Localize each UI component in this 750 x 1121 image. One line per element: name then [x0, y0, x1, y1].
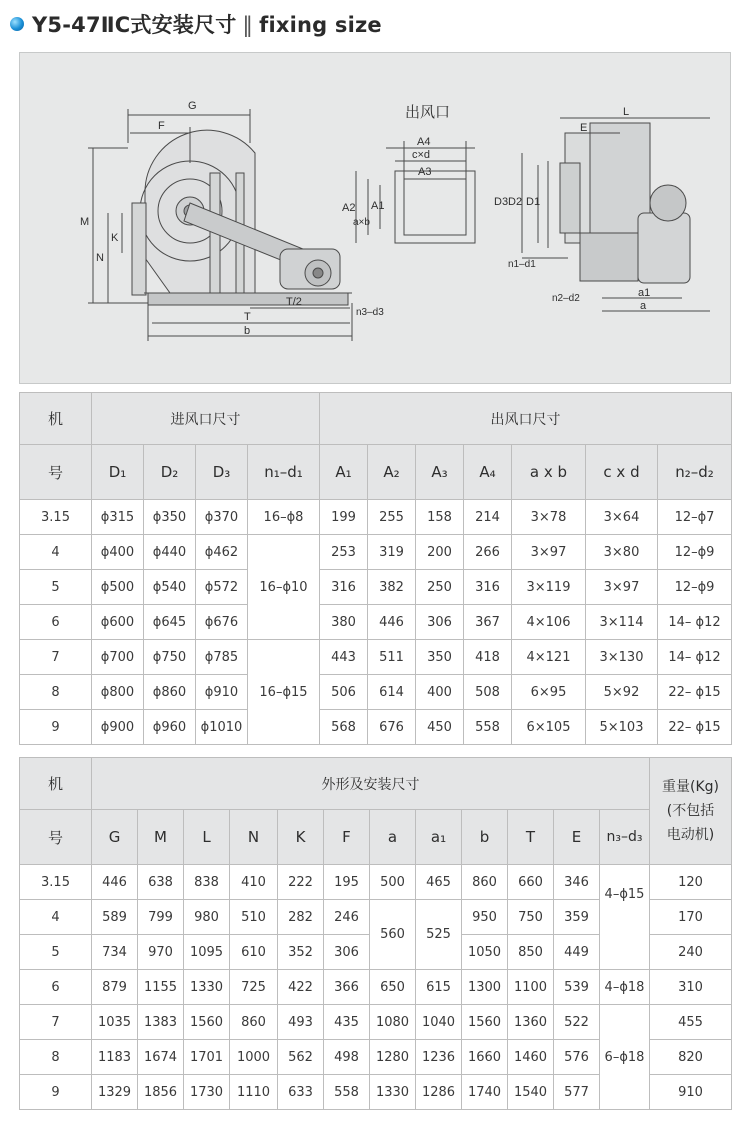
cell: 352 [278, 935, 324, 970]
cell: 282 [278, 900, 324, 935]
cell: 511 [368, 640, 416, 675]
col-header: n₃–d₃ [600, 810, 650, 865]
cell-model-no: 5 [20, 935, 92, 970]
label-a1: a1 [638, 287, 651, 299]
cell: 734 [92, 935, 138, 970]
label-A1: A1 [371, 200, 385, 212]
label-G: G [188, 100, 197, 112]
col-header: G [92, 810, 138, 865]
bullet-icon [10, 17, 24, 31]
cell-n1d1: 16–ϕ8 [248, 500, 320, 535]
cell: 660 [508, 865, 554, 900]
col-header: M [138, 810, 184, 865]
col-header: b [462, 810, 508, 865]
cell: 493 [278, 1005, 324, 1040]
table-row [20, 535, 732, 570]
cell: ϕ860 [144, 675, 196, 710]
col-header: D₃ [196, 445, 248, 500]
table-row [20, 970, 732, 1005]
label-K: K [111, 232, 119, 244]
cell-model-no: 7 [20, 1005, 92, 1040]
cell: 799 [138, 900, 184, 935]
cell: ϕ540 [144, 570, 196, 605]
cell: ϕ910 [196, 675, 248, 710]
cell: 435 [324, 1005, 370, 1040]
table-row [20, 710, 732, 745]
table-row [20, 605, 732, 640]
cell: 562 [278, 1040, 324, 1075]
cell: 750 [508, 900, 554, 935]
cell: 676 [368, 710, 416, 745]
cell: 12–ϕ7 [658, 500, 732, 535]
cell: ϕ750 [144, 640, 196, 675]
cell-model-no: 8 [20, 675, 92, 710]
col-header: D₂ [144, 445, 196, 500]
cell: ϕ700 [92, 640, 144, 675]
cell: 450 [416, 710, 464, 745]
header-outlet-group: 出风口尺寸 [320, 393, 732, 445]
cell: 443 [320, 640, 368, 675]
label-E: E [580, 122, 588, 134]
cell-model-no: 9 [20, 710, 92, 745]
cell: ϕ462 [196, 535, 248, 570]
cell: 1660 [462, 1040, 508, 1075]
cell: 14– ϕ12 [658, 640, 732, 675]
cell: 1100 [508, 970, 554, 1005]
cell: 5×103 [586, 710, 658, 745]
cell-n1d1: 16–ϕ10 [248, 535, 320, 640]
cell: ϕ785 [196, 640, 248, 675]
cell: ϕ500 [92, 570, 144, 605]
cell: 316 [464, 570, 512, 605]
cell: 1360 [508, 1005, 554, 1040]
cell-weight: 820 [650, 1040, 732, 1075]
col-header: a₁ [416, 810, 462, 865]
cell-n3d3: 4–ϕ18 [600, 970, 650, 1005]
label-cxd: c×d [412, 149, 431, 161]
cell: 446 [368, 605, 416, 640]
cell: 610 [230, 935, 278, 970]
cell: 6×105 [512, 710, 586, 745]
cell: 3×80 [586, 535, 658, 570]
col-header: a [370, 810, 416, 865]
label-outlet: 出风口 [405, 104, 451, 121]
label-T-half: T/2 [286, 296, 302, 308]
col-header: T [508, 810, 554, 865]
cell: 382 [368, 570, 416, 605]
drawing-svg [20, 53, 730, 383]
cell: 22– ϕ15 [658, 675, 732, 710]
cell: 200 [416, 535, 464, 570]
cell: 950 [462, 900, 508, 935]
cell: ϕ370 [196, 500, 248, 535]
cell-model-no: 4 [20, 900, 92, 935]
cell: 319 [368, 535, 416, 570]
cell: 1183 [92, 1040, 138, 1075]
label-A2: A2 [342, 202, 356, 214]
cell-weight: 170 [650, 900, 732, 935]
outline-install-table [19, 757, 732, 1110]
header-model-top: 机 [20, 758, 92, 810]
title-english: fixing size [259, 13, 382, 37]
cell: 418 [464, 640, 512, 675]
cell-model-no: 3.15 [20, 865, 92, 900]
cell: 199 [320, 500, 368, 535]
cell: 510 [230, 900, 278, 935]
header-weight [650, 758, 732, 865]
cell-weight: 310 [650, 970, 732, 1005]
label-A3: A3 [418, 166, 432, 178]
cell: 1040 [416, 1005, 462, 1040]
cell: ϕ645 [144, 605, 196, 640]
cell: 366 [324, 970, 370, 1005]
cell: 3×64 [586, 500, 658, 535]
label-A4: A4 [417, 136, 431, 148]
cell: 449 [554, 935, 600, 970]
cell: 1280 [370, 1040, 416, 1075]
cell: 250 [416, 570, 464, 605]
cell: 1460 [508, 1040, 554, 1075]
cell: 500 [370, 865, 416, 900]
cell: 367 [464, 605, 512, 640]
cell: 970 [138, 935, 184, 970]
cell: 3×78 [512, 500, 586, 535]
cell: 879 [92, 970, 138, 1005]
cell: 4×121 [512, 640, 586, 675]
table-row [20, 1005, 732, 1040]
cell: 158 [416, 500, 464, 535]
cell: 498 [324, 1040, 370, 1075]
cell: 1330 [184, 970, 230, 1005]
cell-weight: 120 [650, 865, 732, 900]
cell: 615 [416, 970, 462, 1005]
cell: ϕ400 [92, 535, 144, 570]
cell: 12–ϕ9 [658, 570, 732, 605]
col-header: L [184, 810, 230, 865]
cell: 860 [462, 865, 508, 900]
cell: 860 [230, 1005, 278, 1040]
header-inlet-group: 进风口尺寸 [92, 393, 320, 445]
cell-model-no: 5 [20, 570, 92, 605]
label-b: b [244, 325, 251, 337]
front-view [522, 118, 710, 311]
cell: 6×95 [512, 675, 586, 710]
cell: 246 [324, 900, 370, 935]
cell: ϕ572 [196, 570, 248, 605]
col-header: n₂–d₂ [658, 445, 732, 500]
cell: 350 [416, 640, 464, 675]
cell-model-no: 8 [20, 1040, 92, 1075]
cell: 1383 [138, 1005, 184, 1040]
label-n3d3: n3–d3 [356, 307, 384, 318]
cell: 650 [370, 970, 416, 1005]
cell-n3d3: 4–ϕ15 [600, 865, 650, 970]
page-title-bar [10, 8, 740, 40]
col-header: A₃ [416, 445, 464, 500]
cell: 214 [464, 500, 512, 535]
label-F: F [158, 120, 165, 132]
installation-drawing [19, 52, 731, 384]
table-row [20, 570, 732, 605]
cell: 558 [324, 1075, 370, 1110]
cell: 306 [324, 935, 370, 970]
cell: 1540 [508, 1075, 554, 1110]
cell-model-no: 6 [20, 970, 92, 1005]
cell: 1095 [184, 935, 230, 970]
table-row [20, 865, 732, 900]
cell: 589 [92, 900, 138, 935]
cell: 14– ϕ12 [658, 605, 732, 640]
cell: 1330 [370, 1075, 416, 1110]
cell: 1155 [138, 970, 184, 1005]
cell: 1080 [370, 1005, 416, 1040]
cell: 253 [320, 535, 368, 570]
header-model-top: 机 [20, 393, 92, 445]
cell: ϕ800 [92, 675, 144, 710]
label-M: M [80, 216, 90, 228]
cell: 346 [554, 865, 600, 900]
cell: 1035 [92, 1005, 138, 1040]
label-D3: D3 [494, 196, 509, 208]
cell: 1740 [462, 1075, 508, 1110]
cell: 539 [554, 970, 600, 1005]
cell: 195 [324, 865, 370, 900]
col-header: A₁ [320, 445, 368, 500]
cell: 1050 [462, 935, 508, 970]
cell: 3×114 [586, 605, 658, 640]
cell: 465 [416, 865, 462, 900]
col-header: A₂ [368, 445, 416, 500]
title-separator: ‖ [242, 13, 254, 37]
cell: 400 [416, 675, 464, 710]
cell: 568 [320, 710, 368, 745]
cell-model-no: 4 [20, 535, 92, 570]
cell: 1286 [416, 1075, 462, 1110]
cell-model-no: 3.15 [20, 500, 92, 535]
cell-n3d3: 6–ϕ18 [600, 1005, 650, 1110]
cell: 446 [92, 865, 138, 900]
cell: 4×106 [512, 605, 586, 640]
cell: 838 [184, 865, 230, 900]
cell: 725 [230, 970, 278, 1005]
cell: 638 [138, 865, 184, 900]
cell-model-no: 9 [20, 1075, 92, 1110]
cell: 1674 [138, 1040, 184, 1075]
cell: ϕ676 [196, 605, 248, 640]
cell-a-merged: 560 [370, 900, 416, 970]
cell: 222 [278, 865, 324, 900]
table-row [20, 675, 732, 710]
cell: 1560 [184, 1005, 230, 1040]
col-header: E [554, 810, 600, 865]
inlet-outlet-table [19, 392, 732, 745]
cell: 522 [554, 1005, 600, 1040]
cell: 633 [278, 1075, 324, 1110]
cell: 1110 [230, 1075, 278, 1110]
cell: 1000 [230, 1040, 278, 1075]
cell: 614 [368, 675, 416, 710]
label-N: N [96, 252, 104, 264]
cell: 850 [508, 935, 554, 970]
label-n1d1: n1–d1 [508, 259, 536, 270]
title-model: Y5-47ⅡC式安装尺寸 [32, 13, 237, 37]
cell: 558 [464, 710, 512, 745]
page-title [32, 9, 382, 39]
cell: 380 [320, 605, 368, 640]
cell: 1701 [184, 1040, 230, 1075]
label-L: L [623, 106, 630, 118]
cell: 1236 [416, 1040, 462, 1075]
cell: 3×97 [512, 535, 586, 570]
cell: 359 [554, 900, 600, 935]
col-header: K [278, 810, 324, 865]
cell-weight: 240 [650, 935, 732, 970]
cell: 22– ϕ15 [658, 710, 732, 745]
cell: ϕ350 [144, 500, 196, 535]
cell: 3×130 [586, 640, 658, 675]
cell: 5×92 [586, 675, 658, 710]
cell: 12–ϕ9 [658, 535, 732, 570]
label-D1: D1 [526, 196, 541, 208]
cell: 3×119 [512, 570, 586, 605]
col-header: a x b [512, 445, 586, 500]
cell: 508 [464, 675, 512, 710]
cell: 422 [278, 970, 324, 1005]
cell-model-no: 7 [20, 640, 92, 675]
label-n2d2: n2–d2 [552, 293, 580, 304]
cell: 1300 [462, 970, 508, 1005]
cell-weight: 455 [650, 1005, 732, 1040]
cell: 1856 [138, 1075, 184, 1110]
cell: 266 [464, 535, 512, 570]
header-model-bottom: 号 [20, 810, 92, 865]
label-axb: a×b [353, 217, 370, 228]
header-model-bottom: 号 [20, 445, 92, 500]
weight-header-text: 重量(Kg) (不包括 电动机) [662, 779, 719, 843]
cell: ϕ1010 [196, 710, 248, 745]
cell-n1d1: 16–ϕ15 [248, 640, 320, 745]
label-T: T [244, 311, 251, 323]
cell: ϕ960 [144, 710, 196, 745]
cell: 316 [320, 570, 368, 605]
label-D2: D2 [508, 196, 523, 208]
col-header: N [230, 810, 278, 865]
side-view [88, 109, 352, 341]
cell: 576 [554, 1040, 600, 1075]
label-a: a [640, 300, 647, 312]
col-header: A₄ [464, 445, 512, 500]
cell-model-no: 6 [20, 605, 92, 640]
cell: 410 [230, 865, 278, 900]
table-row [20, 640, 732, 675]
cell: 1329 [92, 1075, 138, 1110]
cell: ϕ315 [92, 500, 144, 535]
cell: ϕ440 [144, 535, 196, 570]
header-outline-group: 外形及安装尺寸 [92, 758, 650, 810]
cell: 3×97 [586, 570, 658, 605]
col-header: D₁ [92, 445, 144, 500]
cell: 577 [554, 1075, 600, 1110]
cell-weight: 910 [650, 1075, 732, 1110]
cell: ϕ600 [92, 605, 144, 640]
cell: 1730 [184, 1075, 230, 1110]
col-header: c x d [586, 445, 658, 500]
cell: ϕ900 [92, 710, 144, 745]
cell: 255 [368, 500, 416, 535]
cell: 506 [320, 675, 368, 710]
col-header: n₁–d₁ [248, 445, 320, 500]
cell: 306 [416, 605, 464, 640]
table-row [20, 500, 732, 535]
col-header: F [324, 810, 370, 865]
cell: 1560 [462, 1005, 508, 1040]
cell: 980 [184, 900, 230, 935]
cell-a1-merged: 525 [416, 900, 462, 970]
